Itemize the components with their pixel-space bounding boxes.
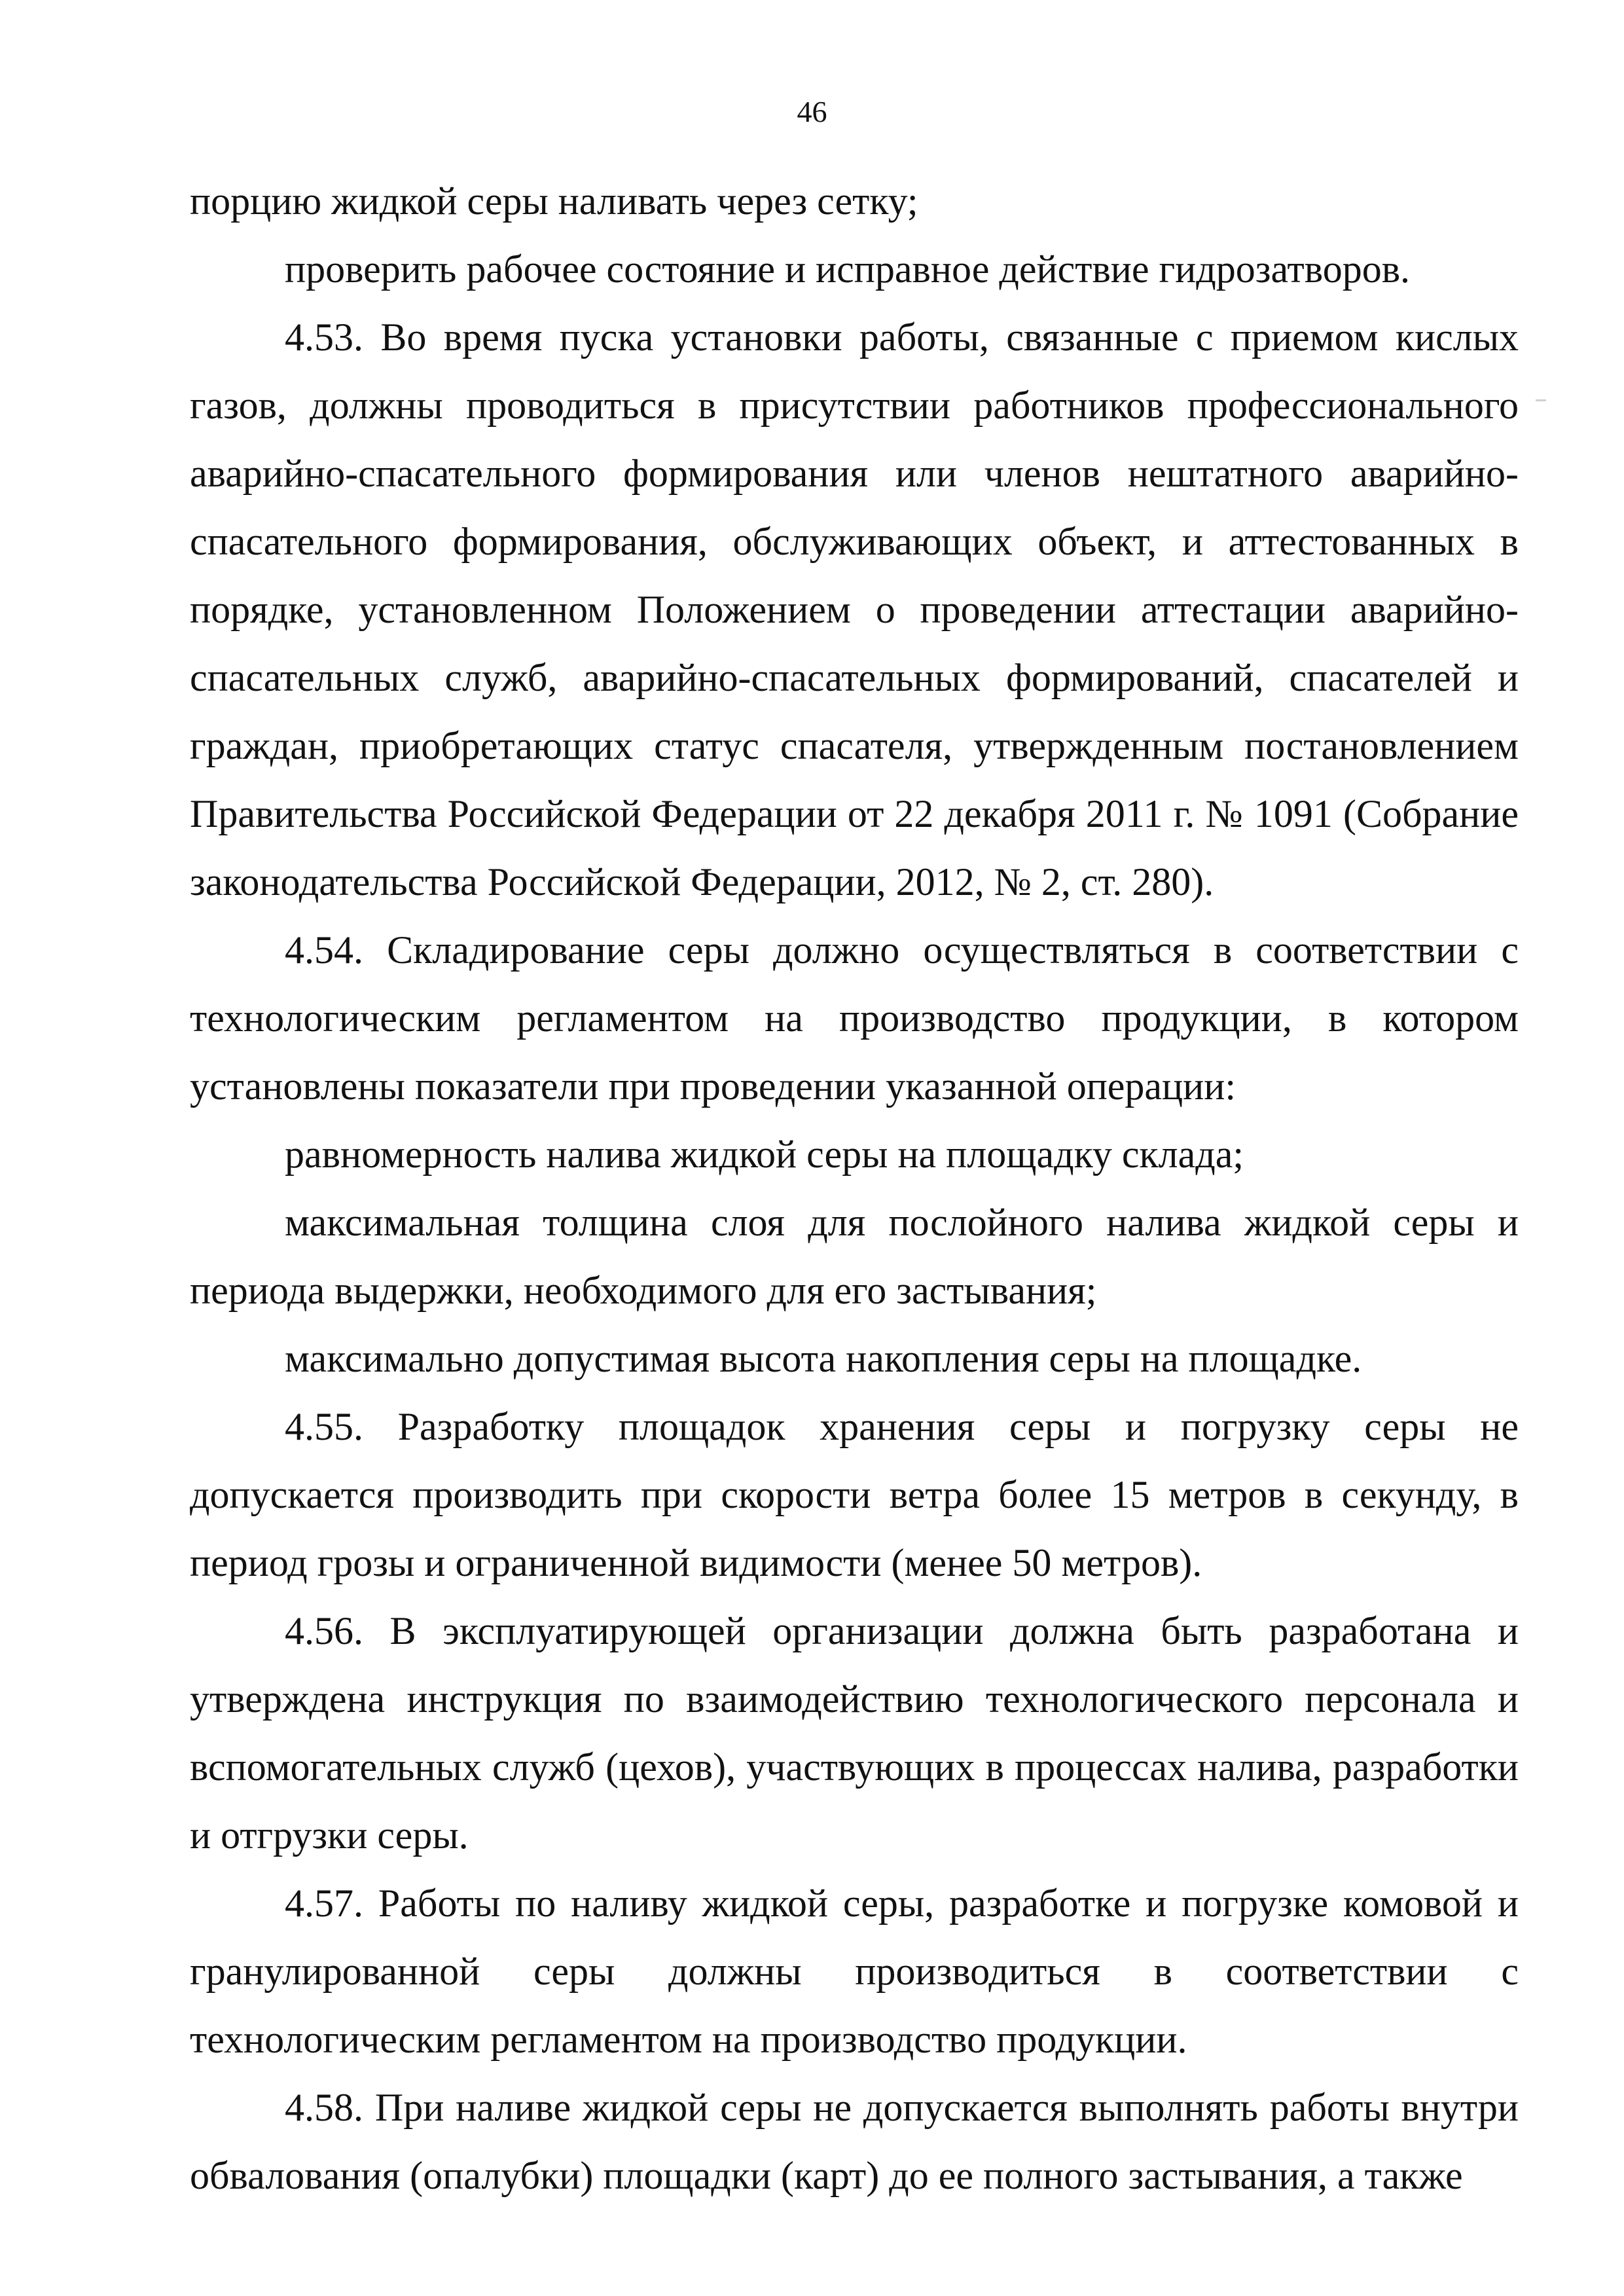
page-number: 46: [797, 95, 827, 128]
paragraph-1: порцию жидкой серы наливать через сетку;: [190, 179, 918, 223]
paragraph-4-58: 4.58. При наливе жидкой серы не допускается выполнять работы внутри обвалования (опалубки) площадки (карт) до ее полного застывания, а также: [190, 2086, 1519, 2197]
paragraph-list-item-2: максимальная толщина слоя для послойного налива жидкой серы и периода выдержки, необходимого для его застывания;: [190, 1201, 1519, 1312]
paragraph-4-57: 4.57. Работы по наливу жидкой серы, разработке и погрузке комовой и гранулированной серы должны производиться в соответствии с технологическим регламентом на производство продукции.: [190, 1882, 1519, 2061]
paragraph-2: проверить рабочее состояние и исправное действие гидрозатворов.: [285, 247, 1411, 291]
paragraph-4-55: 4.55. Разработку площадок хранения серы и погрузку серы не допускается производить при скорости ветра более 15 метров в секунду, в период грозы и ограниченной видимости (менее 50 метров).: [190, 1405, 1519, 1584]
paragraph-4-53: 4.53. Во время пуска установки работы, связанные с приемом кислых газов, должны проводиться в присутствии работников профессионального аварийно-спасательного формирования или членов нештатного аварийно-спасательного формирования, обслуживающих объект, и аттестованных в порядке, установленном Положением о проведении аттестации аварийно-спасательных служб, аварийно-спасательных формирований, спасателей и граждан, приобретающих статус спасателя, утвержденным постановлением Правительства Российской Федерации от 22 декабря 2011 г. № 1091 (Собрание законодательства Российской Федерации, 2012, № 2, ст. 280).: [190, 316, 1519, 903]
document-body: [190, 167, 1519, 2210]
paragraph-list-item-3: максимально допустимая высота накопления серы на площадке.: [285, 1337, 1362, 1380]
paragraph-list-item-1: равномерность налива жидкой серы на площадку склада;: [285, 1133, 1244, 1176]
paragraph-4-56: 4.56. В эксплуатирующей организации должна быть разработана и утверждена инструкция по взаимодействию технологического персонала и вспомогательных служб (цехов), участвующих в процессах налива, разработки и отгрузки серы.: [190, 1609, 1519, 1857]
scan-mark: [1536, 399, 1546, 401]
paragraph-4-54: 4.54. Складирование серы должно осуществляться в соответствии с технологическим регламентом на производство продукции, в котором установлены показатели при проведении указанной операции:: [190, 928, 1519, 1108]
